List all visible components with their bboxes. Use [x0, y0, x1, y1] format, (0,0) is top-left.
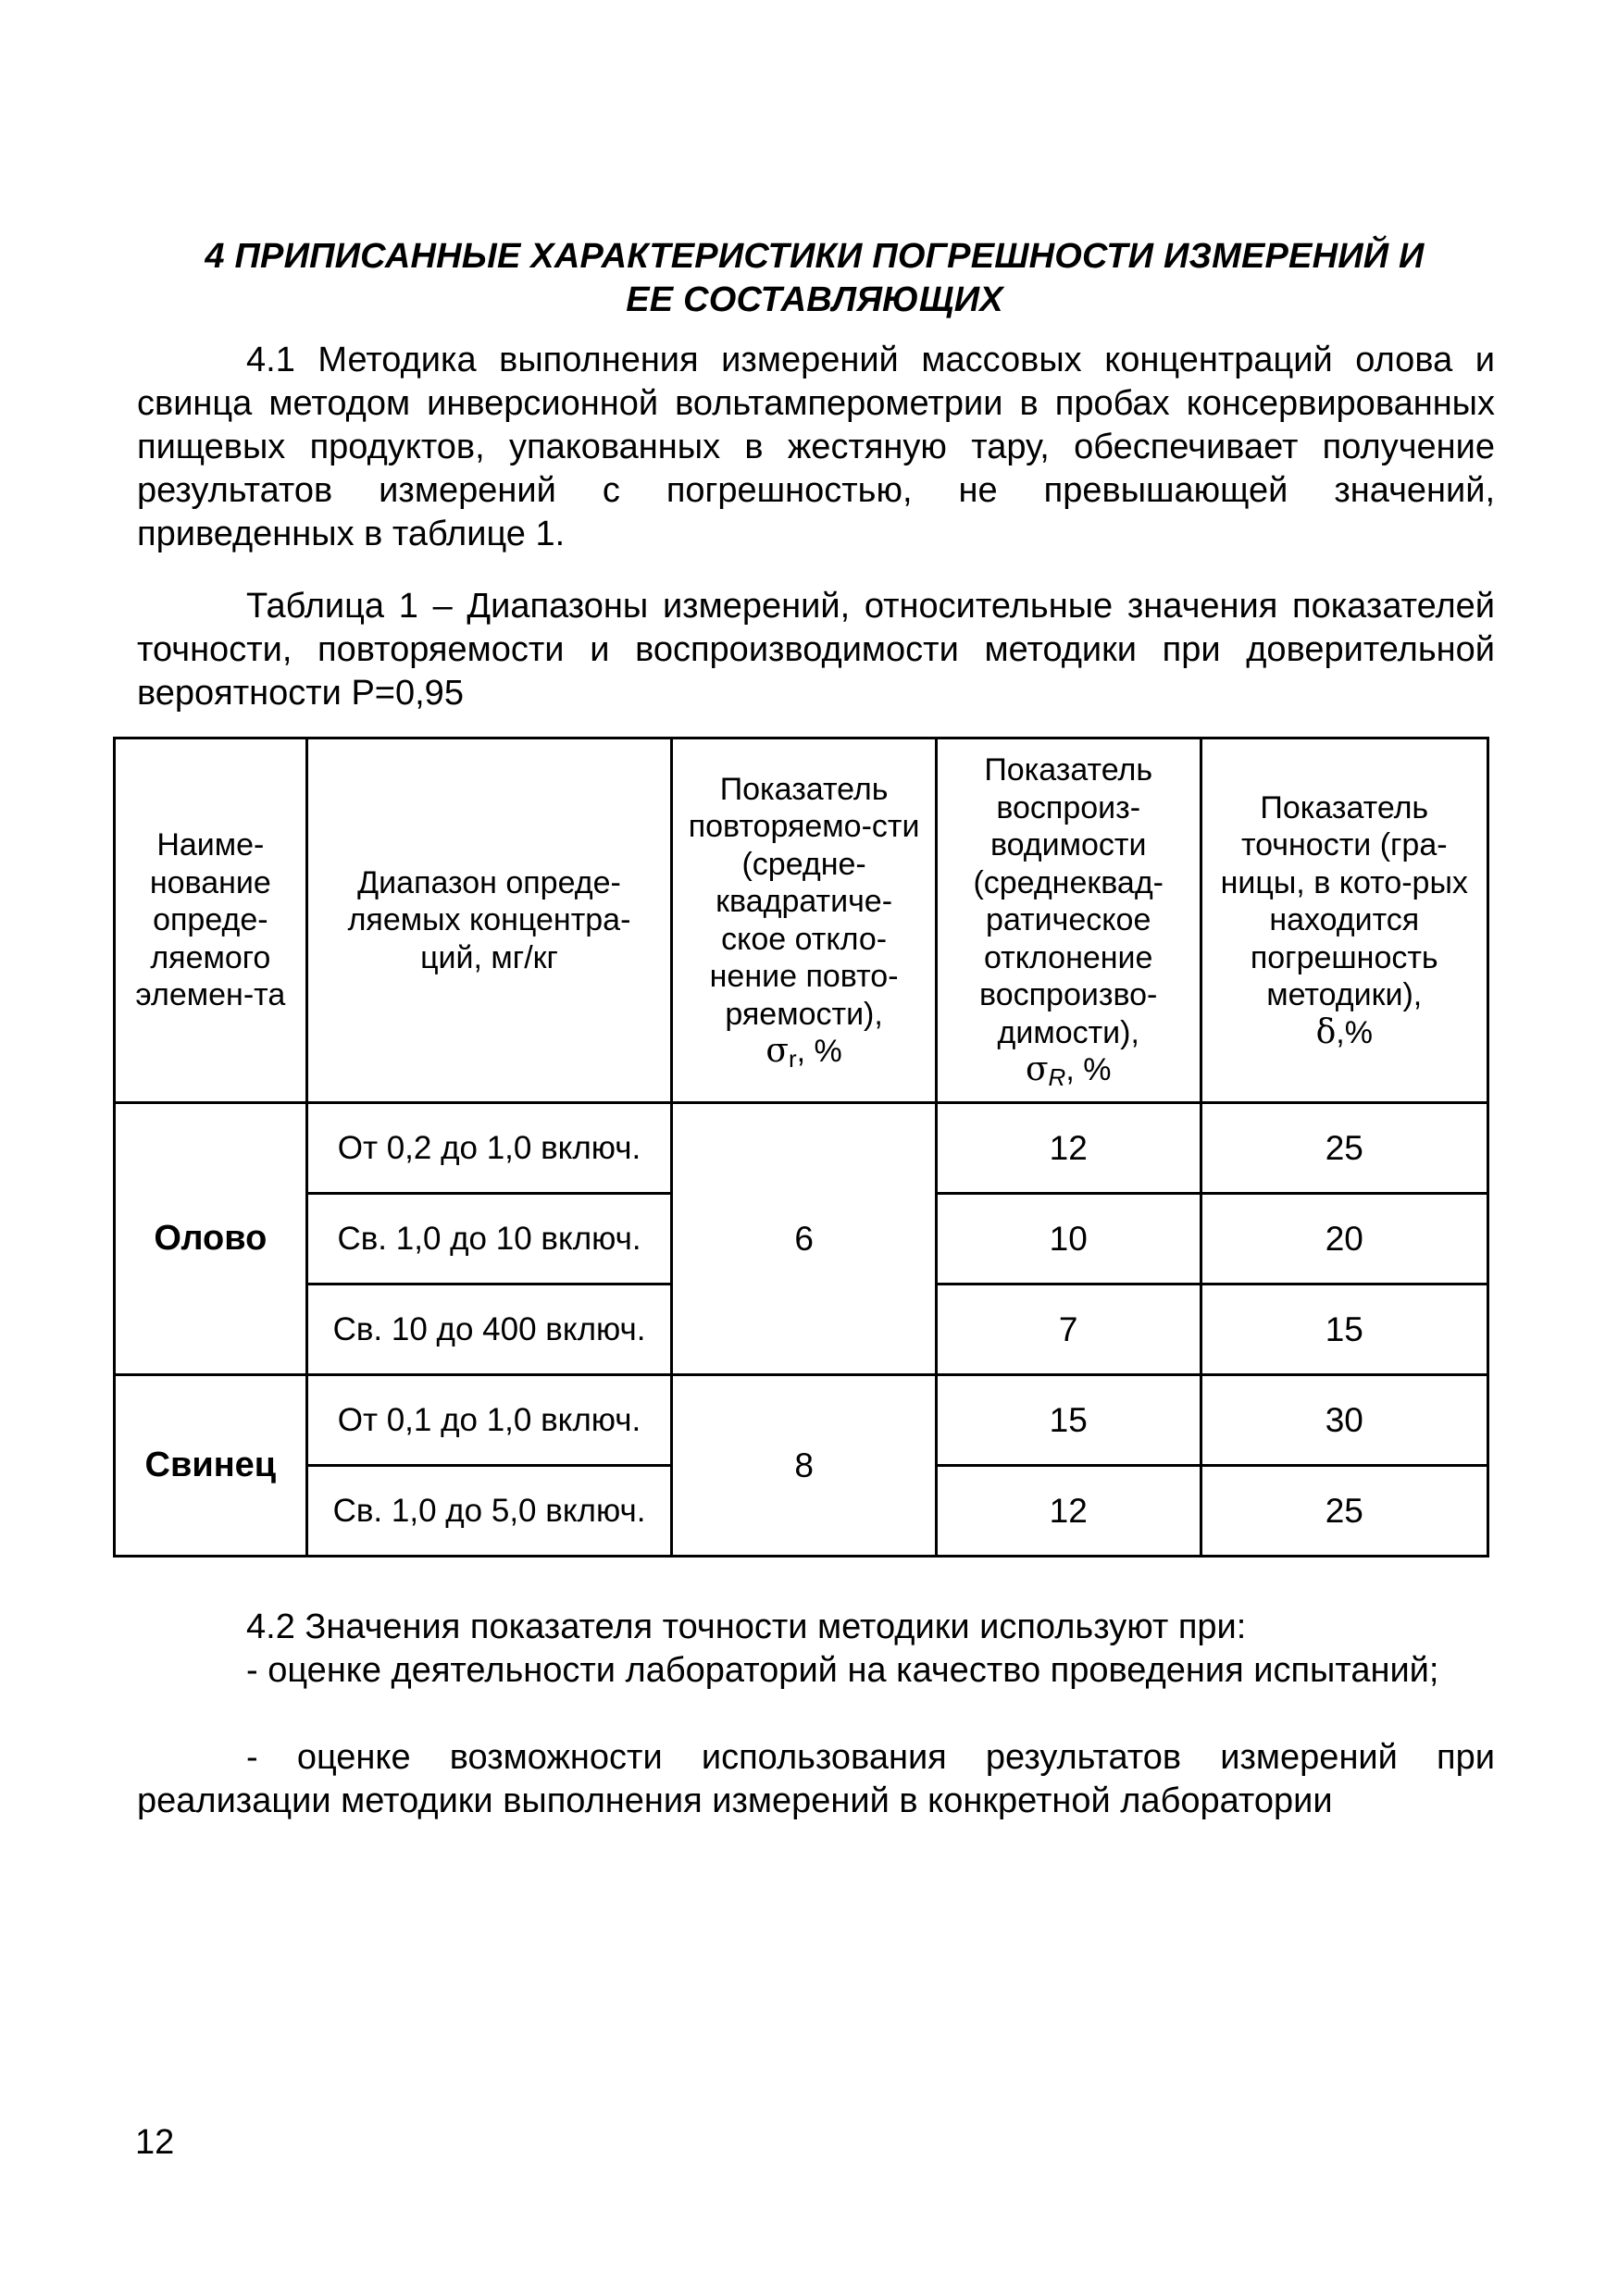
section-heading-continued: ЕЕ СОСТАВЛЯЮЩИХ	[626, 280, 1003, 319]
section-heading: 4 ПРИПИСАННЫЕ ХАРАКТЕРИСТИКИ ПОГРЕШНОСТИ ИЗМЕРЕНИЙ И	[205, 237, 1425, 276]
element-tin: Олово	[115, 1103, 307, 1375]
accuracy-cell: 20	[1201, 1194, 1487, 1285]
reproducibility-cell: 10	[936, 1194, 1201, 1285]
reproducibility-cell: 12	[936, 1466, 1201, 1557]
unit-percent: ,%	[1336, 1014, 1373, 1050]
table-row	[115, 1103, 1488, 1194]
range-cell: От 0,1 до 1,0 включ.	[306, 1375, 672, 1466]
header-concentration-range: Диапазон опреде-ляемых концентра-ций, мг/кг	[306, 738, 672, 1103]
element-lead: Свинец	[115, 1375, 307, 1557]
header-accuracy	[1201, 738, 1487, 1103]
header-accuracy-text: Показатель точности (гра-ницы, в кото-рых находится погрешность методики),	[1220, 789, 1468, 1013]
page-number: 12	[135, 2123, 175, 2162]
subscript-R: R	[1048, 1063, 1066, 1092]
measurement-table	[113, 737, 1489, 1558]
range-cell: Св. 1,0 до 10 включ.	[306, 1194, 672, 1285]
subscript-r: r	[788, 1045, 797, 1073]
header-reproducibility-text: Показатель воспроиз-водимости (среднеквад-ратическое отклонение воспроизво-димости),	[973, 752, 1164, 1050]
accuracy-cell: 30	[1201, 1375, 1487, 1466]
header-element-name: Наиме-нование опреде-ляемого элемен-та	[115, 738, 307, 1103]
table-row	[115, 1375, 1488, 1466]
accuracy-cell: 25	[1201, 1466, 1487, 1557]
sigma-symbol: σ	[1025, 1050, 1049, 1089]
reproducibility-cell: 15	[936, 1375, 1201, 1466]
unit-percent: , %	[796, 1034, 842, 1069]
range-cell: Св. 1,0 до 5,0 включ.	[306, 1466, 672, 1557]
delta-symbol: δ	[1315, 1012, 1337, 1051]
table-header-row	[115, 738, 1488, 1103]
accuracy-cell: 15	[1201, 1285, 1487, 1375]
header-repeatability	[672, 738, 937, 1103]
range-cell: Св. 10 до 400 включ.	[306, 1285, 672, 1375]
bullet-item: - оценке деятельности лабораторий на качество проведения испытаний;	[246, 1651, 1439, 1690]
sigma-symbol: σ	[765, 1032, 789, 1070]
table-caption: Таблица 1 – Диапазоны измерений, относительные значения показателей точности, повторяемости и воспроизводимости методики при доверительной вероятности P=0,95	[137, 587, 1495, 713]
paragraph-4-2: 4.2 Значения показателя точности методики используют при:	[246, 1607, 1247, 1646]
range-cell: От 0,2 до 1,0 включ.	[306, 1103, 672, 1194]
repeatability-cell: 6	[672, 1103, 937, 1375]
reproducibility-cell: 7	[936, 1285, 1201, 1375]
paragraph-4-1: 4.1 Методика выполнения измерений массовых концентраций олова и свинца методом инверсионной вольтамперометрии в пробах консервированных пищевых продуктов, упакованных в жестяную тару, обеспечивает получение результатов измерений с погрешностью, не превышающей значений, приведенных в таблице 1.	[137, 341, 1495, 553]
accuracy-cell: 25	[1201, 1103, 1487, 1194]
unit-percent: , %	[1065, 1052, 1112, 1088]
header-reproducibility	[936, 738, 1201, 1103]
header-repeatability-text: Показатель повторяемо-сти (средне-квадратиче-ское откло-нение повто-ряемости),	[688, 771, 920, 1032]
reproducibility-cell: 12	[936, 1103, 1201, 1194]
repeatability-cell: 8	[672, 1375, 937, 1557]
bullet-item: - оценке возможности использования результатов измерений при реализации методики выполнения измерений в конкретной лаборатории	[137, 1738, 1495, 1820]
